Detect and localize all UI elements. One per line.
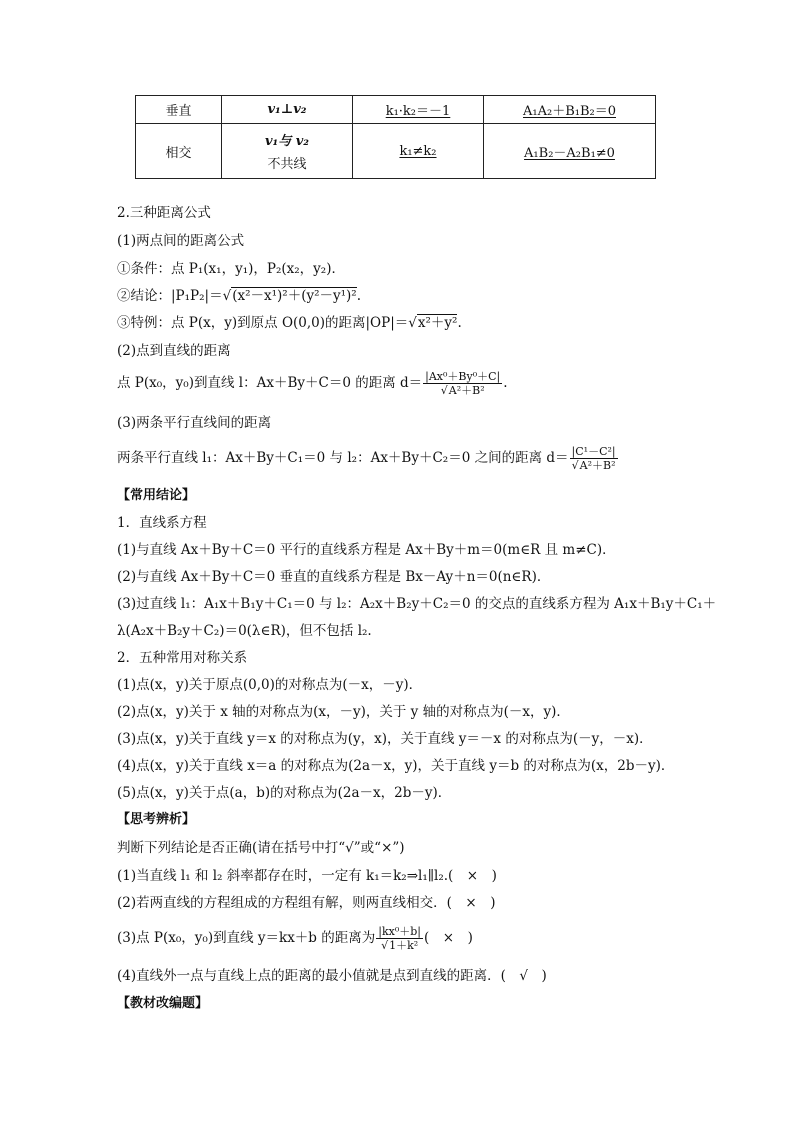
table-cell: A₁B₂－A₂B₁≠0 [484, 124, 656, 179]
text-span: . [503, 375, 508, 391]
table-cell: k₁≠k₂ [353, 124, 484, 179]
section-header: 【思考辨析】 [117, 812, 196, 827]
text-line: 判断下列结论是否正确(请在括号中打“√”或“×”) [117, 840, 405, 856]
text-line: (1)与直线 Ax＋By＋C＝0 平行的直线系方程是 Ax＋By＋m＝0(m∈R 且 m≠C)． [117, 542, 616, 558]
text-span: ③特例：点 P(x，y)到原点 O(0,0)的距离|OP|＝ [117, 315, 409, 331]
fraction [570, 445, 618, 472]
radicand: 1＋k² [389, 939, 419, 952]
table-cell: k₁·k₂＝－1 [353, 96, 484, 124]
text-line: (2)点(x，y)关于 x 轴的对称点为(x，－y)，关于 y 轴的对称点为(－x，y)． [117, 704, 570, 720]
formula-line: ②结论：|P₁P₂|＝√(x²－x¹)²＋(y²－y¹)². [117, 288, 362, 304]
subsection-title: 2．五种常用对称关系 [117, 650, 248, 666]
text-line: (1)当直线 l₁ 和 l₂ 斜率都存在时，一定有 k₁＝k₂⇒l₁∥l₂.( × ) [117, 868, 497, 884]
text-line: ①条件：点 P₁(x₁，y₁)，P₂(x₂，y₂)． [117, 261, 345, 277]
text-line: (1)点(x，y)关于原点(0,0)的对称点为(－x，－y)． [117, 677, 423, 693]
denominator: √A²＋B² [571, 459, 616, 472]
text-line: (5)点(x，y)关于点(a，b)的对称点为(2a－x，2b－y)． [117, 785, 452, 801]
denominator: √A²＋B² [440, 384, 485, 397]
denominator: √1＋k² [381, 939, 419, 952]
subsection-title: 1．直线系方程 [117, 515, 207, 531]
text-span: ( × ) [423, 930, 473, 946]
fraction [376, 925, 423, 952]
table-cell [222, 124, 353, 179]
text-span: 点 P(x₀，y₀)到直线 l：Ax＋By＋C＝0 的距离 d＝ [117, 375, 423, 391]
table-row [136, 96, 656, 124]
table-cell-line: v₁与 v₂ [264, 134, 310, 149]
section-header: 【常用结论】 [117, 488, 196, 503]
radicand: x²＋y² [417, 315, 458, 331]
text-line: (4)直线外一点与直线上点的距离的最小值就是点到直线的距离．( √ ) [117, 968, 547, 984]
text-span: 两条平行直线 l₁：Ax＋By＋C₁＝0 与 l₂：Ax＋By＋C₂＝0 之间的距离 d＝ [117, 450, 569, 466]
section-title: 2.三种距离公式 [117, 205, 211, 221]
text-span: . [457, 315, 462, 331]
table-cell: 相交 [136, 124, 222, 179]
text-line: (3)过直线 l₁：A₁x＋B₁y＋C₁＝0 与 l₂：A₂x＋B₂y＋C₂＝0 的交点的直线系方程为 A₁x＋B₁y＋C₁＋ [117, 596, 717, 612]
text-line: (2)若两直线的方程组成的方程组有解，则两直线相交．( × ) [117, 895, 496, 911]
text-span: ②结论：|P₁P₂|＝ [117, 288, 223, 304]
subsection-title: (2)点到直线的距离 [117, 343, 231, 359]
table-cell: A₁A₂＋B₁B₂＝0 [484, 96, 656, 124]
table-cell-line: 不共线 [267, 157, 307, 172]
numerator: |kx⁰＋b| [378, 925, 421, 938]
relation-table [135, 95, 656, 179]
section-header: 【教材改编题】 [117, 996, 209, 1011]
text-line: λ(A₂x＋B₂y＋C₂)＝0(λ∈R)，但不包括 l₂. [117, 623, 372, 639]
text-line: (2)与直线 Ax＋By＋C＝0 垂直的直线系方程是 Bx－Ay＋n＝0(n∈R)． [117, 569, 551, 585]
subsection-title: (3)两条平行直线间的距离 [117, 415, 272, 431]
text-span: (3)点 P(x₀，y₀)到直线 y＝kx＋b 的距离为 [117, 930, 376, 946]
text-span: . [356, 288, 362, 304]
radicand: (x²－x¹)²＋(y²－y¹)² [232, 288, 357, 304]
radicand: A²＋B² [579, 459, 616, 472]
table-row [136, 124, 656, 179]
numerator: |C¹－C²| [571, 445, 616, 458]
table-cell: v₁⊥v₂ [222, 96, 353, 124]
text-line: (4)点(x，y)关于直线 x＝a 的对称点为(2a－x，y)，关于直线 y＝b 的对称点为(x，2b－y)． [117, 758, 675, 774]
subsection-title: (1)两点间的距离公式 [117, 233, 245, 249]
numerator: |Ax⁰＋By⁰＋C| [425, 370, 501, 383]
formula-line: ③特例：点 P(x，y)到原点 O(0,0)的距离|OP|＝√x²＋y². [117, 315, 462, 331]
fraction [423, 370, 502, 397]
table-cell: 垂直 [136, 96, 222, 124]
text-line: (3)点(x，y)关于直线 y＝x 的对称点为(y，x)，关于直线 y＝－x 的对称点为(－y，－x)． [117, 731, 653, 747]
radicand: A²＋B² [448, 384, 485, 397]
formula-line [117, 370, 508, 397]
formula-line [117, 925, 473, 952]
formula-line [117, 445, 619, 472]
